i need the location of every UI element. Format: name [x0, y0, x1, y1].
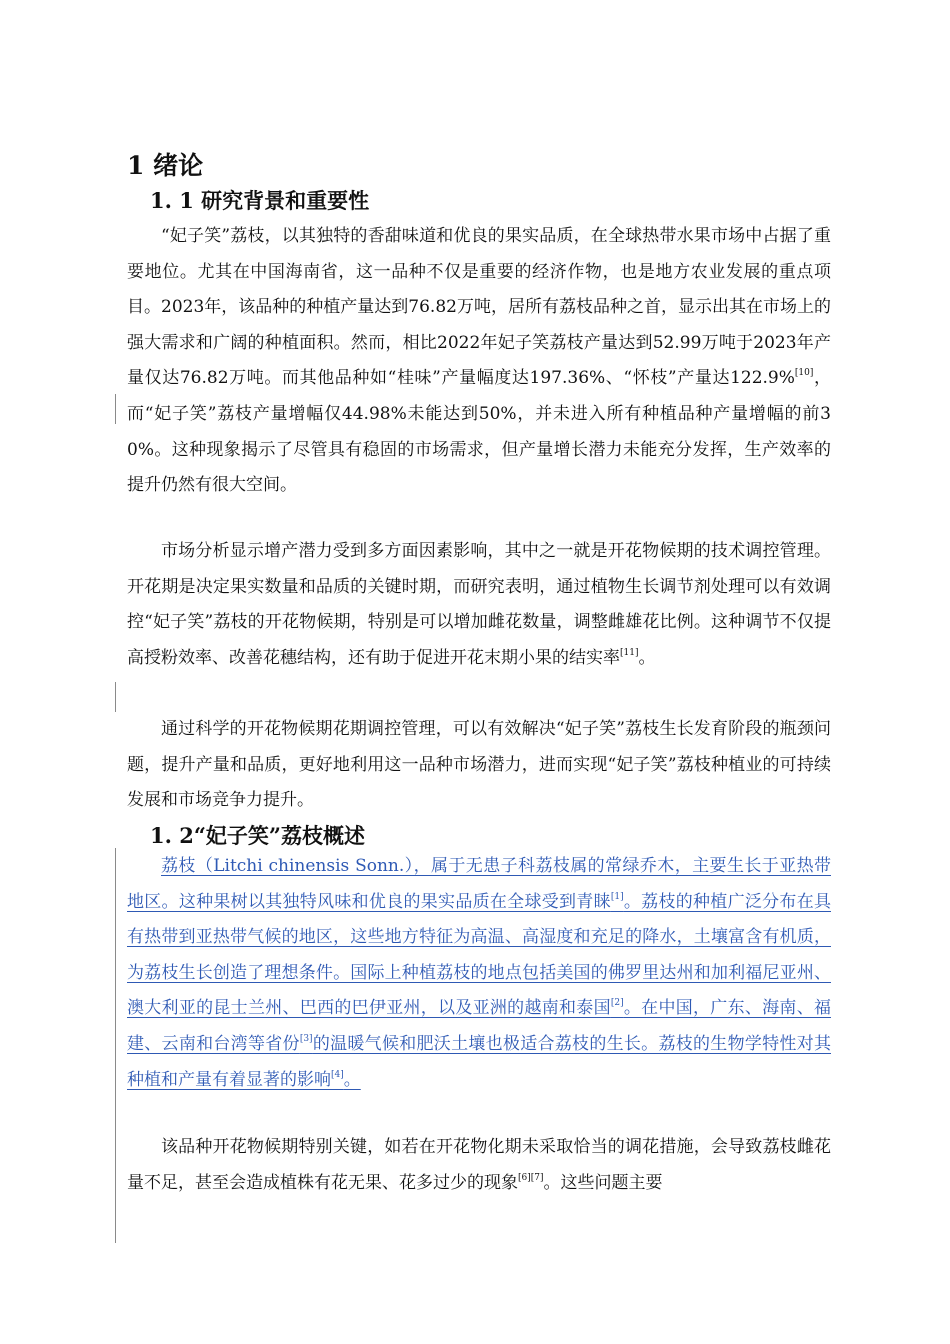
- paragraph-text: 。荔枝的种植广泛分布在具有热带到亚热带气候的地区，这些地方特征为高温、高湿度和充足的降水，土壤富含有机质，为荔枝生长创造了理想条件。国际上种植荔枝的地点包括美国的佛罗里达州和加利福尼亚州、澳大利亚的昆士兰州、巴西的巴伊亚州，以及亚洲的越南和泰国: [127, 891, 831, 1019]
- paragraph-flowering: [127, 1130, 831, 1201]
- citation-ref: [3]: [299, 1033, 313, 1044]
- section-heading-1-1: 1. 1 研究背景和重要性: [150, 188, 370, 213]
- paragraph-text: 该品种开花物候期特别关键，如若在开花物化期未采取恰当的调花措施，会导致荔枝雌花量不足，甚至会造成植株有花无果、花多过少的现象: [127, 1137, 831, 1193]
- change-bar: [115, 682, 116, 712]
- paragraph-tracked-insertion: [127, 849, 831, 1098]
- paragraph-text: “妃子笑”荔枝，以其独特的香甜味道和优良的果实品质，在全球热带水果市场中占据了重要地位。尤其在中国海南省，这一品种不仅是重要的经济作物，也是地方农业发展的重点项目。2023年，该品种的种植产量达到76.82万吨，居所有荔枝品种之首，显示出其在市场上的强大需求和广阔的种植面积。然而，相比2022年妃子笑荔枝产量达到52.99万吨于2023年产量仅达76.82万吨。而其他品种如“桂味”产量幅度达197.36%、“怀枝”产量达122.9%: [127, 226, 831, 389]
- paragraph-conclusion: 通过科学的开花物候期花期调控管理，可以有效解决“妃子笑”荔枝生长发育阶段的瓶颈问题，提升产量和品质，更好地利用这一品种市场潜力，进而实现“妃子笑”荔枝种植业的可持续发展和市场竞争力提升。: [127, 719, 831, 811]
- citation-ref: [1]: [610, 891, 624, 902]
- chapter-heading: 1 绪论: [127, 151, 204, 180]
- paragraph-market-analysis: [127, 534, 831, 676]
- section-heading-1-2: 1. 2“妃子笑”荔枝概述: [150, 823, 366, 848]
- paragraph-text: 。在中国，广东、海南、福建、云南和台湾等省份: [127, 998, 831, 1054]
- paragraph-text: 。: [638, 647, 656, 668]
- citation-ref: [10]: [794, 368, 814, 379]
- citation-ref: [11]: [620, 647, 639, 658]
- paragraph-text: 。: [343, 1069, 361, 1090]
- paragraph-text: 的温暖气候和肥沃土壤也极适合荔枝的生长。荔枝的生物学特性对其种植和产量有着显著的影响: [127, 1033, 831, 1090]
- change-bar: [115, 848, 116, 1243]
- paragraph-background: [127, 219, 831, 504]
- paragraph-text: 市场分析显示增产潜力受到多方面因素影响，其中之一就是开花物候期的技术调控管理。开花期是决定果实数量和品质的关键时期，而研究表明，通过植物生长调节剂处理可以有效调控“妃子笑”荔枝的开花物候期，特别是可以增加雌花数量，调整雌雄花比例。这种调节不仅提高授粉效率、改善花穗结构，还有助于促进开花末期小果的结实率: [127, 541, 831, 668]
- citation-ref: [4]: [331, 1069, 344, 1080]
- paragraph-text: 荔枝（Litchi chinensis Sonn.），属于无患子科荔枝属的常绿乔木，主要生长于亚热带地区。这种果树以其独特风味和优良的果实品质在全球受到青睐: [127, 856, 831, 912]
- citation-ref: [2]: [610, 998, 624, 1009]
- paragraph-text: ，而“妃子笑”荔枝产量增幅仅44.98%未能达到50%，并未进入所有种植品种产量增幅的前30%。这种现象揭示了尽管具有稳固的市场需求，但产量增长潜力未能充分发挥，生产效率的提升仍然有很大空间。: [127, 368, 832, 496]
- change-bar: [115, 394, 116, 424]
- paragraph-text: 。这些问题主要: [543, 1172, 663, 1193]
- citation-ref: [6][7]: [518, 1172, 544, 1183]
